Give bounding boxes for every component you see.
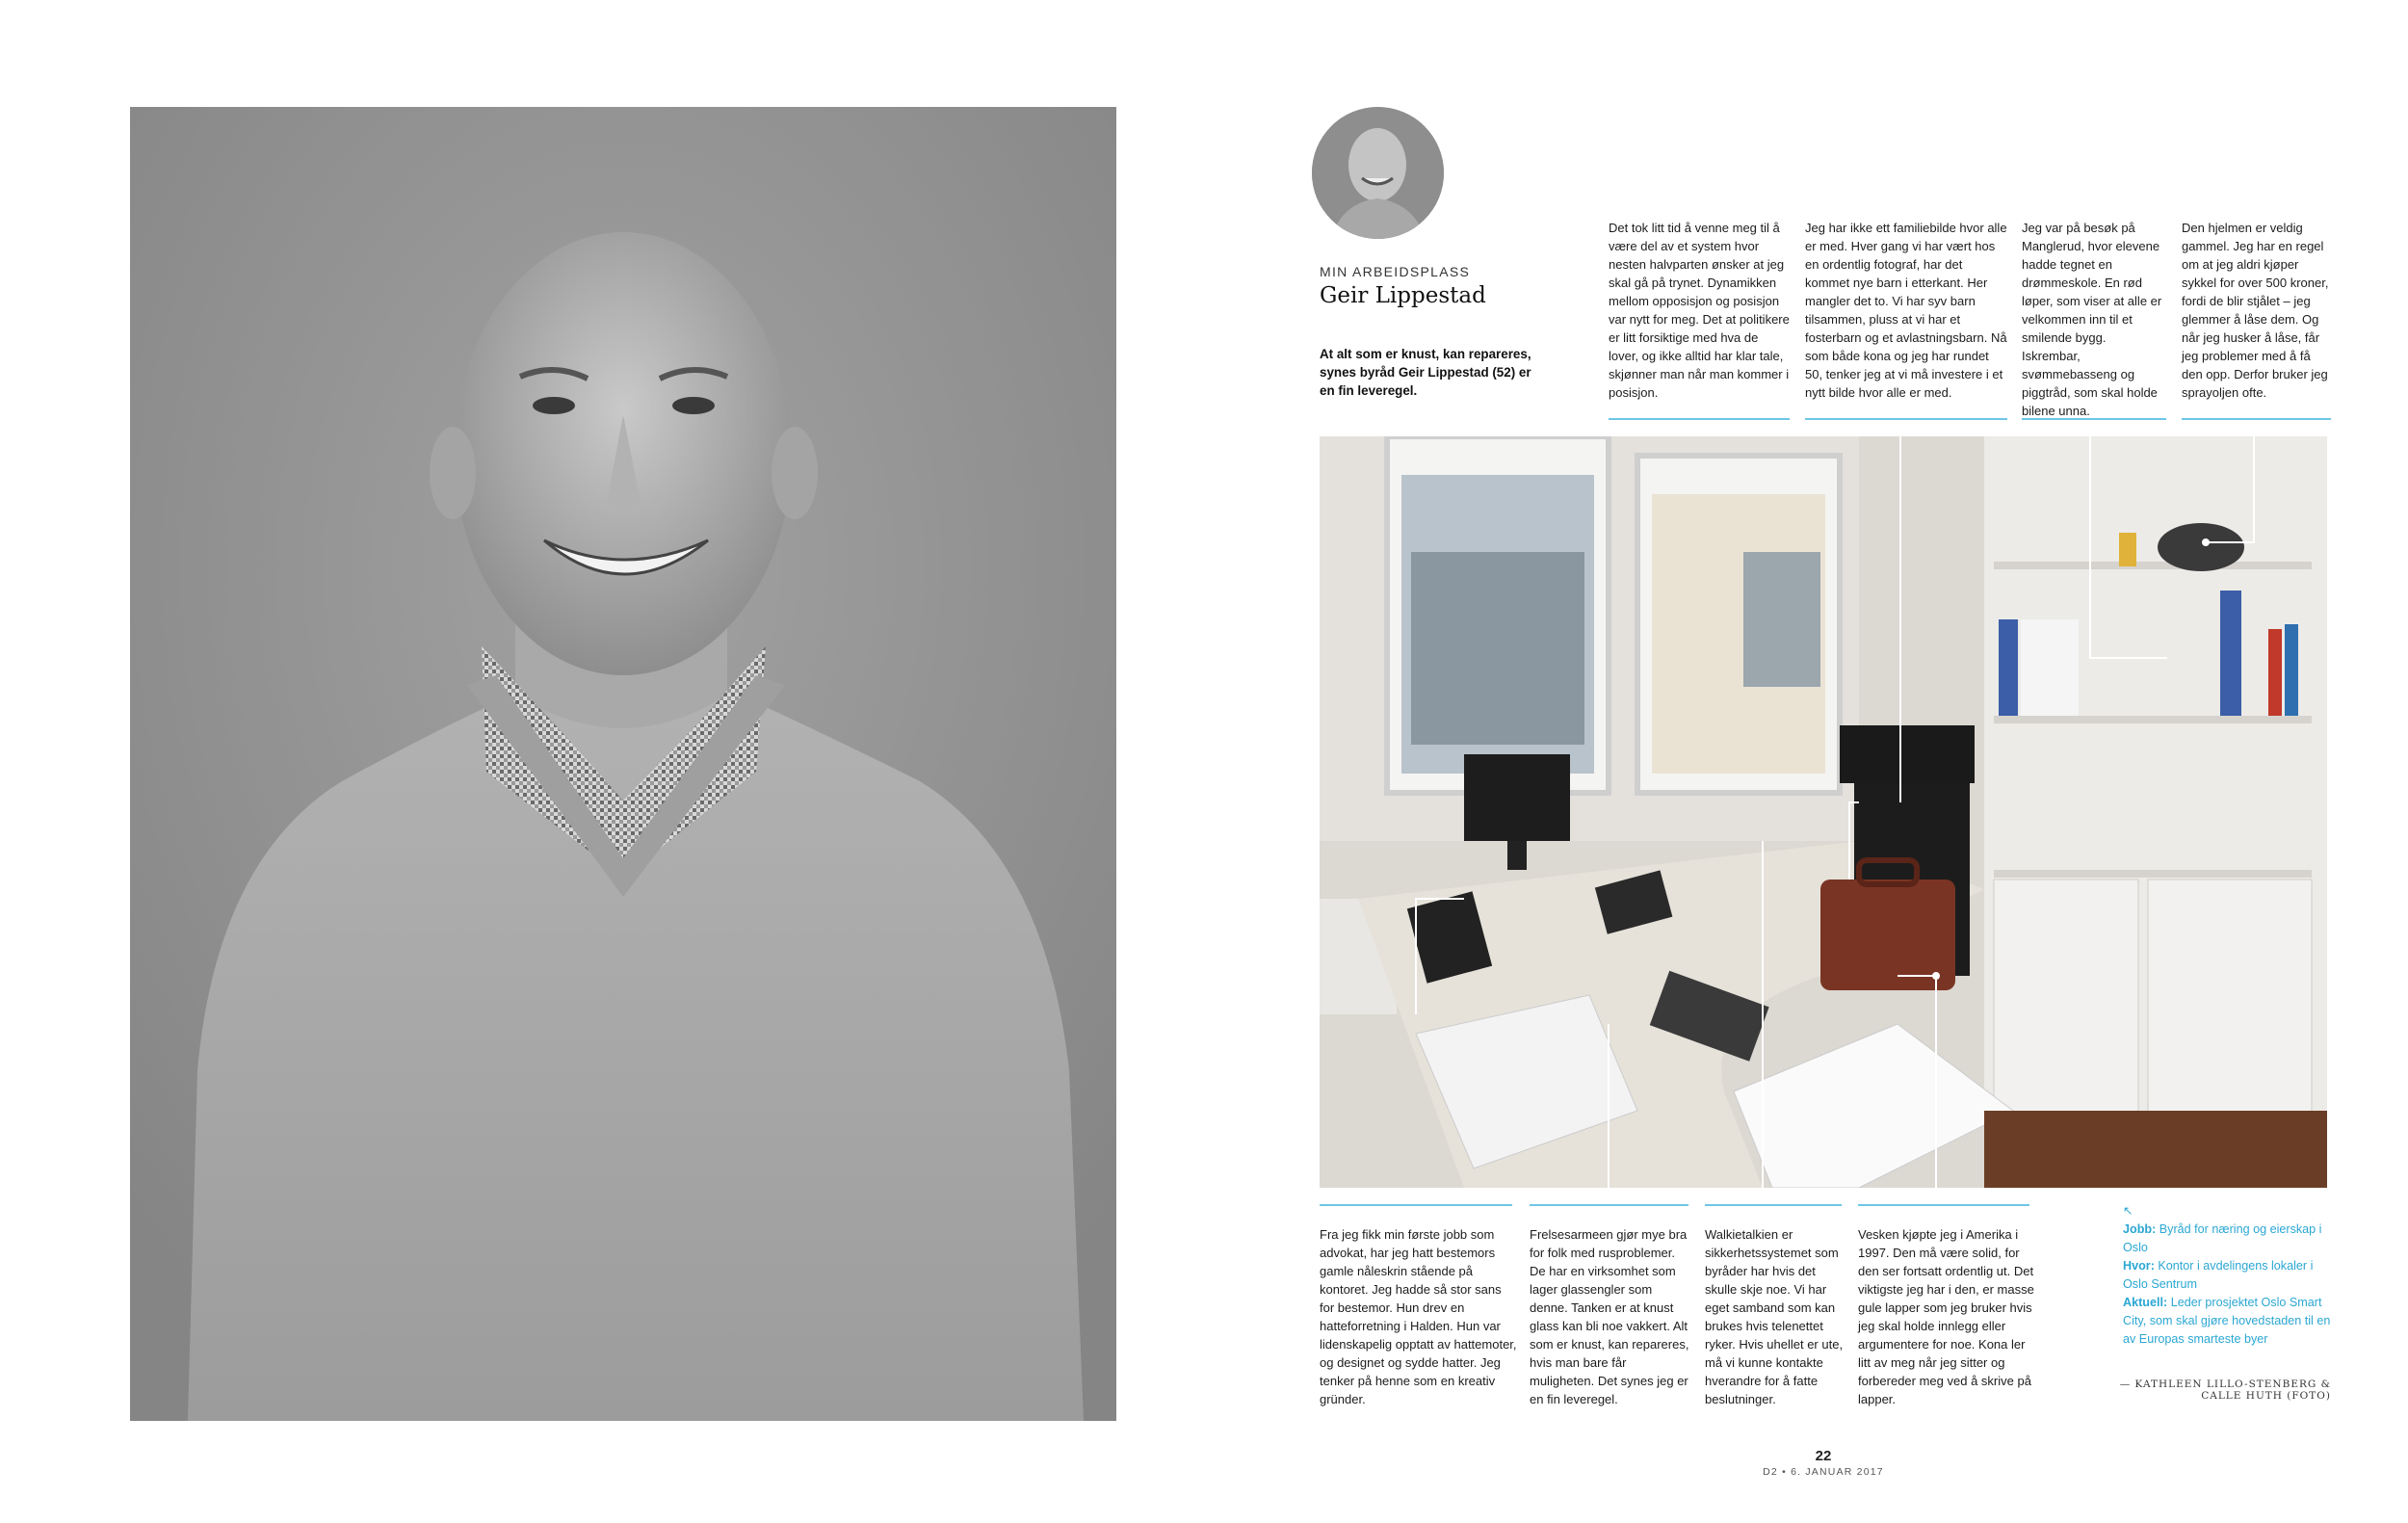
column-rule (1320, 1204, 1512, 1206)
article-title: Geir Lippestad (1320, 283, 1486, 308)
office-photo (1320, 436, 2327, 1188)
bottom-column-4: Vesken kjøpte jeg i Amerika i 1997. Den må være solid, for den ser fortsatt ordentlig ut. Det viktigste jeg har i den, er masse gule lapper som jeg bruker hvis jeg skal holde innlegg eller argumentere for noe. Kona ler litt av meg når jeg sitter og forbereder meg ved å skrive på lapper. (1858, 1227, 2034, 1406)
publication-date: D2 • 6. JANUAR 2017 (1763, 1466, 1884, 1478)
fact-aktuell: Aktuell: Leder prosjektet Oslo Smart City, som skal gjøre hovedstaden til en av Europas smarteste byer (2123, 1296, 2331, 1346)
page-number: 22 (1815, 1448, 1832, 1464)
column-rule (1609, 418, 1790, 420)
column-rule (1858, 1204, 2029, 1206)
bottom-column-1: Fra jeg fikk min første jobb som advokat, har jeg hatt bestemors gamle nåleskrin stående på kontoret. Jeg hadde så stor sans for bestemor. Hun drev en hatteforretning i Halden. Hun var lidenskapelig opptatt av hattemoter, og designet og sydde hatter. Jeg tenker på henne som en kreativ gründer. (1320, 1227, 1517, 1406)
fact-hvor: Hvor: Kontor i avdelingens lokaler i Oslo Sentrum (2123, 1259, 2314, 1291)
portrait-photo (130, 107, 1116, 1421)
article-lead: At alt som er knust, kan repareres, synes byråd Geir Lippestad (52) er en fin leveregel. (1320, 347, 1531, 398)
top-column-4: Den hjelmen er veldig gammel. Jeg har en regel om at jeg aldri kjøper sykkel for over 500 kroner, fordi de blir stjålet – jeg glemmer å låse dem. Og når jeg husker å låse, får jeg problemer med å få den opp. Derfor bruker jeg sprayoljen ofte. (2182, 221, 2329, 400)
column-rule (1805, 418, 2007, 420)
column-rule (1705, 1204, 1842, 1206)
bottom-column-3: Walkietalkien er sikkerhetssystemet som byråder har hvis det skulle skje noe. Vi har eget samband som kan brukes hvis telenettet ryker. Hvis uhellet er ute, må vi kunne kontakte hverandre for å fatte beslutninger. (1705, 1227, 1844, 1406)
fact-jobb: Jobb: Byråd for næring og eierskap i Oslo (2123, 1222, 2322, 1254)
section-label: MIN ARBEIDSPLASS (1320, 264, 1471, 279)
facts-arrow: ↖ (2123, 1204, 2133, 1218)
author-avatar (1312, 107, 1444, 239)
column-rule (2182, 418, 2331, 420)
top-column-1: Det tok litt tid å venne meg til å være del av et system hvor nesten halvparten ønsker at jeg skal gå på trynet. Dynamikken mellom opposisjon og posisjon var nytt for meg. Det at politikere er litt forsiktige med hva de lover, og ikke alltid har klar tale, skjønner man når man kommer i posisjon. (1609, 221, 1790, 400)
column-rule (2022, 418, 2166, 420)
top-column-2: Jeg har ikke ett familiebilde hvor alle er med. Hver gang vi har vært hos en ordentlig fotograf, har det kommet nye barn i etterkant. Her mangler det to. Vi har syv barn tilsammen, pluss at vi har et fosterbarn og et avlastningsbarn. Nå som både kona og jeg har rundet 50, tenker jeg at vi må investere i et nytt bilde hvor alle er med. (1805, 221, 2007, 400)
facts-box (2123, 1202, 2335, 1349)
column-rule (1530, 1204, 1688, 1206)
bottom-column-2: Frelsesarmeen gjør mye bra for folk med rusproblemer. De har en virksomhet som lager glassengler som denne. Tanken er at knust glass kan bli noe vakkert. Alt som er knust, kan repareres, hvis man bare får muligheten. Det synes jeg er en fin leveregel. (1530, 1227, 1689, 1406)
photo-credit: — KATHLEEN LILLO-STENBERG & CALLE HUTH (FOTO) (2119, 1379, 2331, 1402)
top-column-3: Jeg var på besøk på Manglerud, hvor elevene hadde tegnet en drømmeskole. En rød løper, som viser at alle er velkommen inn til et smilende bygg. Iskrembar, svømmebasseng og piggtråd, som skal holde bilene unna. (2022, 221, 2162, 418)
